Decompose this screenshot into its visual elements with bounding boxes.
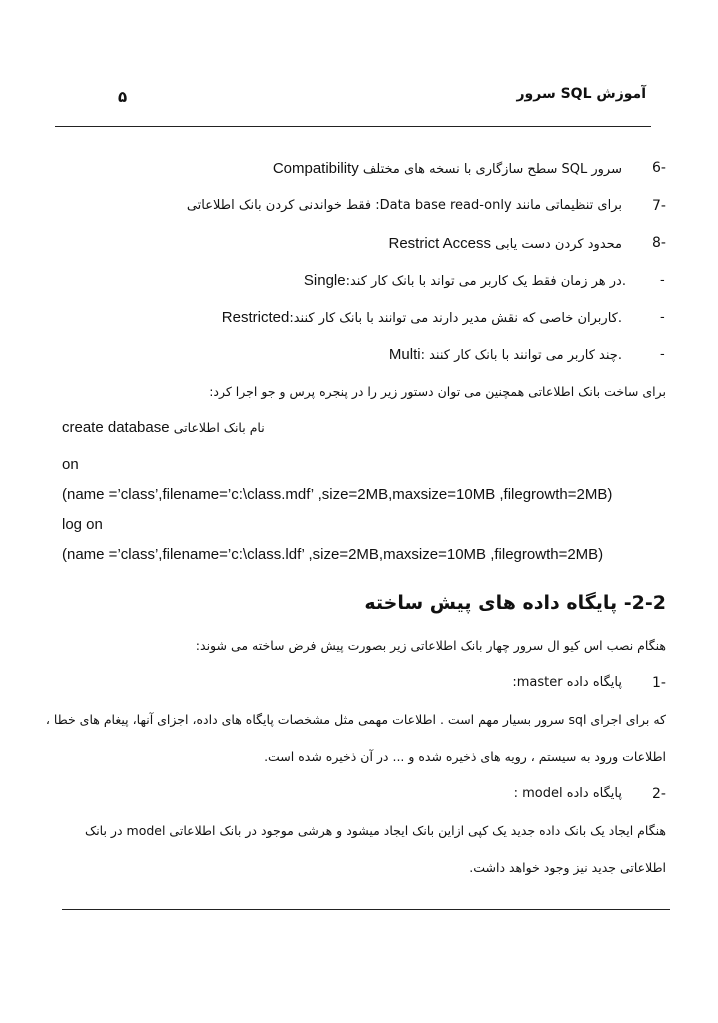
code-line-5: (name =’class’,filename=’c:\class.ldf’ ,size=2MB,maxsize=10MB ,filegrowth=2MB) [62, 546, 604, 563]
item-1-number: 1- [652, 675, 666, 691]
option-7-desc: برای تنظیماتی مانند Data base read-only: فقط خواندنی کردن بانک اطلاعاتی [186, 198, 622, 213]
code-line-2: on [62, 456, 79, 473]
access-mode-restricted-term: Restricted [221, 309, 290, 326]
code-create-database: create database [62, 419, 170, 436]
bullet-dash: - [660, 310, 665, 325]
option-8-term: Restrict Access [388, 235, 492, 252]
header-divider [55, 126, 651, 127]
option-8-number: 8- [652, 235, 666, 251]
option-6-text [273, 160, 622, 177]
access-mode-restricted [222, 309, 622, 326]
access-mode-single [304, 272, 626, 289]
item-2-paragraph-line-1: هنگام ایجاد یک بانک داده جدید یک کپی ازاین بانک ایجاد میشود و هرشی موجود در بانک اطلاعاتی model در بانک [85, 823, 666, 838]
command-intro: برای ساخت بانک اطلاعاتی همچنین می توان دستور زیر را در پنجره پرس و جو اجرا کرد: [209, 384, 666, 399]
page-header-title: آموزش SQL سرور [516, 86, 646, 102]
access-mode-restricted-desc: :کاربران خاصی که نقش مدیر دارند می توانند با بانک کار کنند. [289, 311, 622, 326]
access-mode-multi [389, 346, 622, 363]
item-2-paragraph-line-2: اطلاعاتی جدید نیز وجود خواهد داشت. [469, 860, 666, 875]
item-2-number: 2- [652, 786, 666, 802]
access-mode-single-desc: :در هر زمان فقط یک کاربر می تواند با بانک کار کند. [345, 274, 626, 289]
option-7-number: 7- [652, 198, 666, 214]
access-mode-multi-term: Multi [388, 346, 421, 363]
option-8-text [389, 235, 623, 252]
option-6-number: 6- [652, 160, 666, 176]
option-8-desc: محدود کردن دست یابی [495, 237, 622, 252]
code-line-4: log on [62, 516, 103, 533]
section-heading: 2-2- پایگاه داده های پیش ساخته [364, 592, 666, 614]
option-6-term: Compatibility [272, 160, 359, 177]
page-number: ۵ [118, 88, 128, 106]
access-mode-single-term: Single [303, 272, 346, 289]
item-2-label: پایگاه داده model : [513, 786, 622, 801]
option-6-desc: سطح سازگاری با نسخه های مختلف SQL سرور [362, 162, 622, 177]
item-1-paragraph-line-2: اطلاعات ورود به سیستم ، رویه های ذخیره شده و ... در آن ذخیره شده است. [264, 749, 666, 764]
item-1-label: پایگاه داده master: [512, 675, 622, 690]
footer-divider [62, 909, 670, 910]
code-db-name-placeholder: نام بانک اطلاعاتی [173, 420, 265, 435]
access-mode-multi-desc: : چند کاربر می توانند با بانک کار کنند. [420, 348, 622, 363]
item-1-paragraph-line-1: که برای اجرای sql سرور بسیار مهم است . اطلاعات مهمی مثل مشخصات پایگاه های داده، اجزای آنها، پیغام های خطا ، [45, 712, 666, 727]
code-line-1 [62, 419, 265, 436]
bullet-dash: - [660, 273, 665, 288]
section-intro: هنگام نصب اس کیو ال سرور چهار بانک اطلاعاتی زیر بصورت پیش فرض ساخته می شوند: [195, 638, 666, 653]
code-line-3: (name =’class’,filename=’c:\class.mdf’ ,size=2MB,maxsize=10MB ,filegrowth=2MB) [62, 486, 613, 503]
bullet-dash: - [660, 347, 665, 362]
